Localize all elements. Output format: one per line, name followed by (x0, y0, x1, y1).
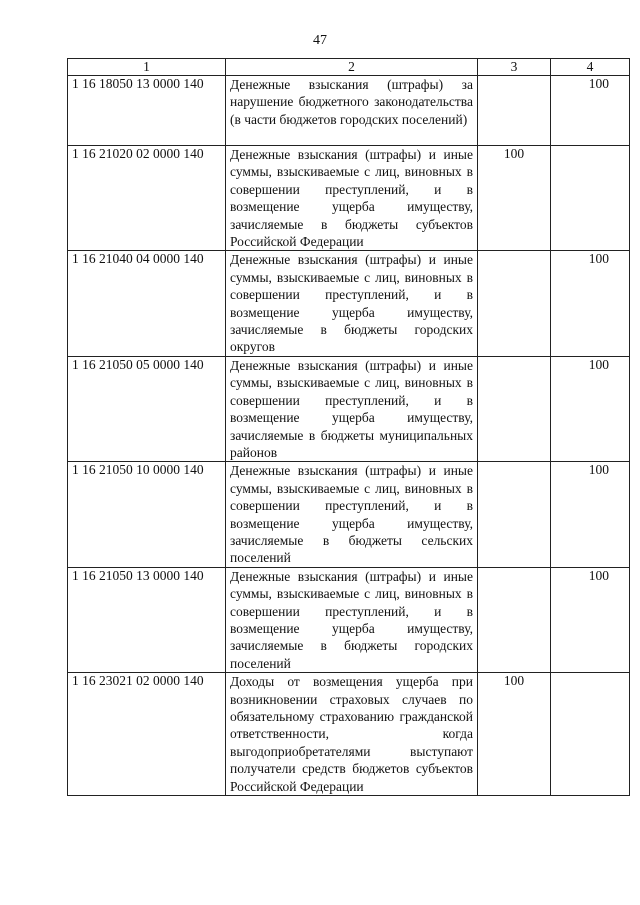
column-header-1: 1 (68, 59, 226, 76)
column-4-value (551, 146, 630, 251)
revenue-table (67, 58, 630, 796)
revenue-name: Денежные взыскания (штрафы) и иные суммы, взыскиваемые с лиц, виновных в совершении преступлений, и в возмещение ущерба имуществу, зачисляемые в бюджеты городских поселений (226, 567, 478, 672)
revenue-code: 1 16 18050 13 0000 140 (68, 76, 226, 146)
column-3-value: 100 (478, 146, 551, 251)
column-4-value: 100 (551, 251, 630, 356)
revenue-code: 1 16 21050 10 0000 140 (68, 462, 226, 567)
revenue-code: 1 16 21050 05 0000 140 (68, 356, 226, 461)
table-row (68, 356, 630, 461)
revenue-code: 1 16 23021 02 0000 140 (68, 673, 226, 796)
revenue-code: 1 16 21050 13 0000 140 (68, 567, 226, 672)
revenue-name: Денежные взыскания (штрафы) и иные суммы, взыскиваемые с лиц, виновных в совершении преступлений, и в возмещение ущерба имуществу, зачисляемые в бюджеты муниципальных районов (226, 356, 478, 461)
column-4-value (551, 673, 630, 796)
column-4-value: 100 (551, 356, 630, 461)
column-3-value (478, 251, 551, 356)
table-row (68, 673, 630, 796)
column-header-3: 3 (478, 59, 551, 76)
column-3-value (478, 567, 551, 672)
revenue-code: 1 16 21020 02 0000 140 (68, 146, 226, 251)
revenue-name: Денежные взыскания (штрафы) и иные суммы, взыскиваемые с лиц, виновных в совершении преступлений, и в возмещение ущерба имуществу, зачисляемые в бюджеты сельских поселений (226, 462, 478, 567)
table-row (68, 567, 630, 672)
table-header-row (68, 59, 630, 76)
page-number: 47 (313, 33, 327, 48)
column-3-value: 100 (478, 673, 551, 796)
column-header-2: 2 (226, 59, 478, 76)
revenue-name: Денежные взыскания (штрафы) и иные суммы, взыскиваемые с лиц, виновных в совершении преступлений, и в возмещение ущерба имуществу, зачисляемые в бюджеты субъектов Российской Федерации (226, 146, 478, 251)
column-header-4: 4 (551, 59, 630, 76)
revenue-name: Денежные взыскания (штрафы) за нарушение бюджетного законодательства (в части бюджетов городских поселений) (226, 76, 478, 146)
column-3-value (478, 462, 551, 567)
column-4-value: 100 (551, 76, 630, 146)
column-3-value (478, 356, 551, 461)
revenue-name: Доходы от возмещения ущерба при возникновении страховых случаев по обязательному страхованию гражданской ответственности, когда выгодоприобретателями выступают получатели средств бюджетов субъектов Российской Федерации (226, 673, 478, 796)
table-row (68, 146, 630, 251)
table-row (68, 462, 630, 567)
column-3-value (478, 76, 551, 146)
revenue-name: Денежные взыскания (штрафы) и иные суммы, взыскиваемые с лиц, виновных в совершении преступлений, и в возмещение ущерба имуществу, зачисляемые в бюджеты городских округов (226, 251, 478, 356)
column-4-value: 100 (551, 462, 630, 567)
column-4-value: 100 (551, 567, 630, 672)
table-row (68, 251, 630, 356)
revenue-code: 1 16 21040 04 0000 140 (68, 251, 226, 356)
table-row (68, 76, 630, 146)
